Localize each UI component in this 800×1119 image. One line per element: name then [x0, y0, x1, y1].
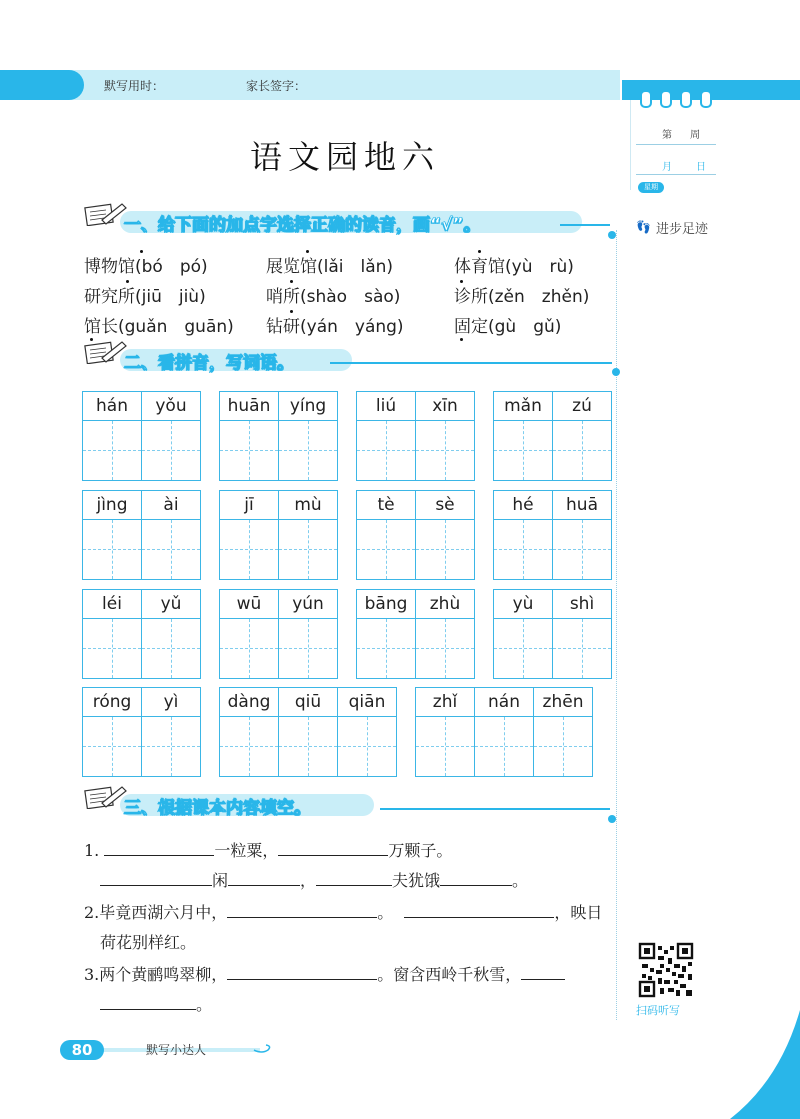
- pinyin: léi: [83, 590, 141, 619]
- writing-cell[interactable]: [83, 392, 142, 480]
- pinyin: huān: [220, 392, 278, 421]
- question-number: 3.: [84, 965, 100, 984]
- month-label: 月: [662, 162, 672, 173]
- pinyin: róng: [83, 688, 141, 717]
- text: 毕竟西湖六月中，: [99, 903, 228, 922]
- text: 一粒粟，: [214, 841, 279, 860]
- section2-line: [330, 362, 612, 364]
- day-label: 日: [696, 162, 706, 173]
- answer-blank[interactable]: [227, 903, 377, 918]
- writing-cell[interactable]: [142, 491, 200, 579]
- answer-blank[interactable]: [227, 965, 377, 980]
- swirl-icon: [252, 1042, 274, 1056]
- pinyin: nán: [475, 688, 533, 717]
- writing-cell[interactable]: [494, 491, 553, 579]
- question-number: 2.: [84, 903, 100, 922]
- writing-cell[interactable]: [416, 688, 475, 776]
- pinyin: wū: [220, 590, 278, 619]
- writing-cell[interactable]: [357, 590, 416, 678]
- pinyin-group: [82, 589, 201, 679]
- pinyin: zhù: [416, 590, 474, 619]
- week-label-1: 第: [662, 130, 672, 141]
- emphasis-dot: [478, 250, 481, 253]
- answer-blank[interactable]: [100, 995, 196, 1010]
- pinyin: jī: [220, 491, 278, 520]
- pinyin: qiū: [279, 688, 337, 717]
- pinyin: sè: [416, 491, 474, 520]
- pinyin: jìng: [83, 491, 141, 520]
- page-title: 语文园地六: [249, 138, 440, 176]
- parent-signature-label: 家长签字：: [246, 79, 307, 93]
- answer-blank[interactable]: [440, 871, 512, 886]
- weekday-badge: 星期: [638, 182, 664, 193]
- pinyin: yù: [494, 590, 552, 619]
- writing-cell[interactable]: [338, 688, 396, 776]
- choice-item: 展览馆(lǎi lǎn): [266, 257, 394, 277]
- choice-item: 哨所(shào sào): [266, 287, 401, 307]
- pinyin: yì: [142, 688, 200, 717]
- pinyin: mù: [279, 491, 337, 520]
- section1-line: [560, 224, 610, 226]
- pinyin-group: [219, 490, 338, 580]
- section3-heading: 三、根据课本内容填空。: [124, 798, 311, 818]
- pinyin-group: [82, 391, 201, 481]
- pinyin: yǔ: [142, 590, 200, 619]
- week-label-2: 周: [690, 130, 700, 141]
- pinyin: zhēn: [534, 688, 592, 717]
- pencil-notebook-icon: [84, 200, 128, 226]
- emphasis-dot: [460, 280, 463, 283]
- ring-icon: [640, 90, 652, 108]
- pinyin-group: [219, 391, 338, 481]
- writing-cell[interactable]: [142, 392, 200, 480]
- text: 夫犹饿: [392, 871, 441, 890]
- pinyin-group: [356, 490, 475, 580]
- text: 闲: [212, 871, 229, 890]
- writing-cell[interactable]: [83, 491, 142, 579]
- pinyin-group: [493, 589, 612, 679]
- emphasis-dot: [290, 280, 293, 283]
- pencil-notebook-icon: [84, 338, 128, 364]
- text: ，: [300, 871, 317, 890]
- pinyin: yǒu: [142, 392, 200, 421]
- section-dot: [608, 231, 616, 239]
- pinyin: mǎn: [494, 392, 552, 421]
- writing-cell[interactable]: [416, 590, 474, 678]
- pinyin-group: [82, 490, 201, 580]
- writing-cell[interactable]: [534, 688, 592, 776]
- writing-cell[interactable]: [279, 590, 337, 678]
- writing-cell[interactable]: [220, 491, 279, 579]
- question-3-line-1: [84, 962, 565, 985]
- question-1-line-2: [100, 868, 528, 891]
- choice-item: 体育馆(yù rù): [454, 257, 574, 277]
- text: 两个黄鹂鸣翠柳，: [99, 965, 228, 984]
- pinyin-group: [219, 589, 338, 679]
- pinyin: hé: [494, 491, 552, 520]
- pinyin-group: [356, 589, 475, 679]
- answer-blank[interactable]: [521, 965, 565, 980]
- writing-cell[interactable]: [83, 590, 142, 678]
- section2-heading: 二、看拼音，写词语。: [124, 353, 294, 373]
- writing-cell[interactable]: [220, 590, 279, 678]
- writing-cell[interactable]: [279, 491, 337, 579]
- text: 。: [377, 903, 394, 922]
- question-number: 1.: [84, 841, 100, 860]
- writing-cell[interactable]: [357, 392, 416, 480]
- pinyin: dàng: [220, 688, 278, 717]
- pinyin: yíng: [279, 392, 337, 421]
- writing-cell[interactable]: [142, 590, 200, 678]
- writing-cell[interactable]: [220, 688, 279, 776]
- answer-blank[interactable]: [104, 841, 214, 856]
- choice-item: 固定(gù gǔ): [454, 317, 562, 337]
- writing-cell[interactable]: [494, 392, 553, 480]
- ring-icon: [680, 90, 692, 108]
- answer-blank[interactable]: [404, 903, 554, 918]
- section3-line: [380, 808, 610, 810]
- choice-item: 馆长(guǎn guān): [84, 317, 234, 337]
- text: ，映日: [554, 903, 603, 922]
- text: 。: [512, 871, 529, 890]
- writing-cell[interactable]: [475, 688, 534, 776]
- pinyin: yún: [279, 590, 337, 619]
- pinyin: zú: [553, 392, 611, 421]
- writing-cell[interactable]: [553, 491, 611, 579]
- choice-item: 博物馆(bó pó): [84, 257, 208, 277]
- ring-icon: [700, 90, 712, 108]
- writing-cell[interactable]: [553, 392, 611, 480]
- writing-cell[interactable]: [279, 688, 338, 776]
- pinyin: hán: [83, 392, 141, 421]
- writing-cell[interactable]: [494, 590, 553, 678]
- answer-blank[interactable]: [100, 871, 212, 886]
- section-dot: [608, 815, 616, 823]
- answer-blank[interactable]: [316, 871, 392, 886]
- pinyin: huā: [553, 491, 611, 520]
- header-bar: [0, 70, 620, 100]
- text: 。: [196, 995, 213, 1014]
- choice-item: 钻研(yán yáng): [266, 317, 404, 337]
- question-3-line-2: [100, 992, 212, 1015]
- emphasis-dot: [290, 310, 293, 313]
- ring-icon: [660, 90, 672, 108]
- question-2-line-2: 荷花别样红。: [100, 933, 197, 952]
- pinyin-group: [82, 687, 201, 777]
- answer-blank[interactable]: [278, 841, 388, 856]
- pinyin: liú: [357, 392, 415, 421]
- writing-cell[interactable]: [416, 392, 474, 480]
- choice-item: 诊所(zěn zhěn): [454, 287, 590, 307]
- question-2-line-1: [84, 900, 602, 923]
- emphasis-dot: [460, 338, 463, 341]
- pencil-notebook-icon: [84, 783, 128, 809]
- pinyin: zhǐ: [416, 688, 474, 717]
- writing-cell[interactable]: [220, 392, 279, 480]
- emphasis-dot: [126, 280, 129, 283]
- answer-blank[interactable]: [228, 871, 300, 886]
- text: 万颗子。: [388, 841, 453, 860]
- emphasis-dot: [140, 250, 143, 253]
- header-accent: [0, 70, 84, 100]
- footer-label: 默写小达人: [146, 1043, 207, 1057]
- page-number: 80: [60, 1040, 104, 1060]
- writing-cell[interactable]: [357, 491, 416, 579]
- writing-cell[interactable]: [416, 491, 474, 579]
- pinyin-group: [493, 391, 612, 481]
- page-corner-decoration: [720, 1010, 800, 1119]
- writing-cell[interactable]: [142, 688, 200, 776]
- question-1-line-1: [84, 838, 452, 861]
- emphasis-dot: [306, 250, 309, 253]
- dictation-time-label: 默写用时：: [104, 79, 165, 93]
- progress-label: 进步足迹: [656, 222, 709, 237]
- text: 。窗含西岭千秋雪，: [377, 965, 522, 984]
- pinyin: qiān: [338, 688, 396, 717]
- margin-divider: [616, 230, 617, 1020]
- footprint-icon: 👣: [636, 220, 651, 234]
- writing-cell[interactable]: [553, 590, 611, 678]
- pinyin-group: [219, 687, 397, 777]
- qr-label: 扫码听写: [636, 1004, 680, 1017]
- pinyin-group: [415, 687, 593, 777]
- pinyin: bāng: [357, 590, 415, 619]
- pinyin: tè: [357, 491, 415, 520]
- pinyin-group: [356, 391, 475, 481]
- choice-item: 研究所(jiū jiù): [84, 287, 206, 307]
- section-dot: [612, 368, 620, 376]
- writing-cell[interactable]: [279, 392, 337, 480]
- qr-code-icon[interactable]: [638, 942, 694, 998]
- pinyin: shì: [553, 590, 611, 619]
- section1-heading: 一、给下面的加点字选择正确的读音，画“√”。: [124, 215, 481, 235]
- writing-cell[interactable]: [83, 688, 142, 776]
- pinyin: ài: [142, 491, 200, 520]
- pinyin: xīn: [416, 392, 474, 421]
- pinyin-group: [493, 490, 612, 580]
